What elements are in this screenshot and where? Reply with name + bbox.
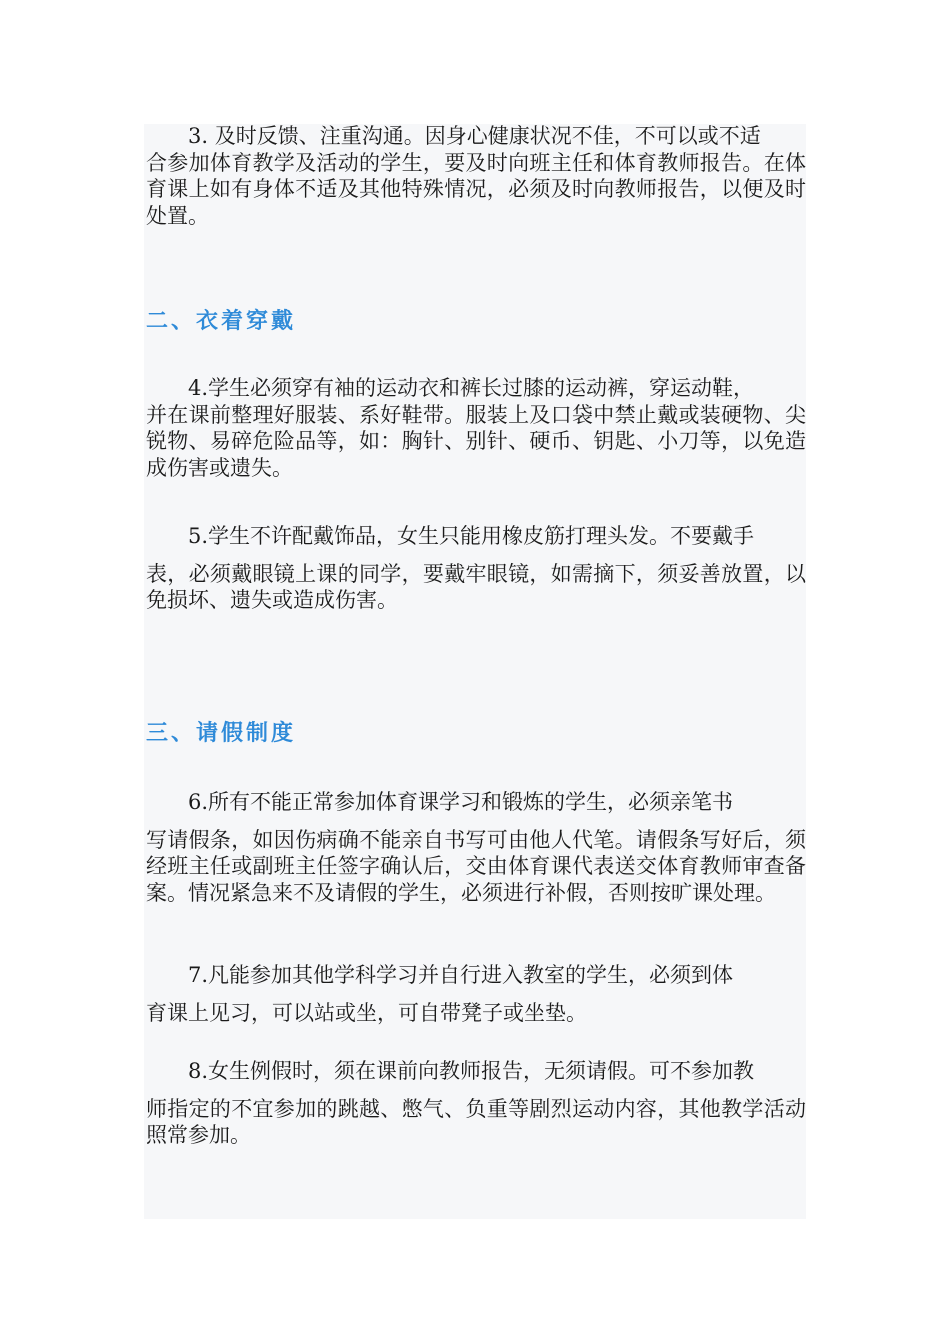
paragraph-4-body: 并在课前整理好服装、系好鞋带。服装上及口袋中禁止戴或装硬物、尖锐物、易碎危险品等，如：胸针、别针、硬币、钥匙、小刀等，以免造成伤害或遗失。 xyxy=(146,402,806,480)
paragraph-4 xyxy=(146,375,806,481)
paragraph-4-first-line: 4.学生必须穿有袖的运动衣和裤长过膝的运动裤，穿运动鞋， xyxy=(188,376,755,400)
paragraph-8-body: 师指定的不宜参加的跳越、憋气、负重等剧烈运动内容，其他教学活动照常参加。 xyxy=(146,1096,806,1147)
paragraph-7-first-line: 7.凡能参加其他学科学习并自行进入教室的学生，必须到体 xyxy=(188,963,734,987)
paragraph-3-body: 合参加体育教学及活动的学生，要及时向班主任和体育教师报告。在体育课上如有身体不适及其他特殊情况，必须及时向教师报告，以便及时处置。 xyxy=(146,150,806,228)
section-heading-clothing: 二、衣着穿戴 xyxy=(146,308,297,334)
paragraph-5 xyxy=(146,523,806,614)
paragraph-8 xyxy=(146,1058,806,1149)
paragraph-6 xyxy=(146,789,806,906)
section-heading-leave: 三、请假制度 xyxy=(146,720,297,746)
paragraph-7 xyxy=(146,962,806,1026)
paragraph-3 xyxy=(146,123,806,229)
paragraph-8-first-line: 8.女生例假时，须在课前向教师报告，无须请假。可不参加教 xyxy=(188,1059,755,1083)
paragraph-3-first-line: 3. 及时反馈、注重沟通。因身心健康状况不佳，不可以或不适 xyxy=(188,124,761,148)
paragraph-6-first-line: 6.所有不能正常参加体育课学习和锻炼的学生，必须亲笔书 xyxy=(188,790,734,814)
paragraph-7-body: 育课上见习，可以站或坐，可自带凳子或坐垫。 xyxy=(146,1000,587,1025)
paragraph-5-first-line: 5.学生不许配戴饰品，女生只能用橡皮筋打理头发。不要戴手 xyxy=(188,524,755,548)
paragraph-6-body: 写请假条，如因伤病确不能亲自书写可由他人代笔。请假条写好后，须经班主任或副班主任签字确认后，交由体育课代表送交体育教师审查备案。情况紧急来不及请假的学生，必须进行补假，否则按旷课处理。 xyxy=(146,827,806,905)
paragraph-5-body: 表，必须戴眼镜上课的同学，要戴牢眼镜，如需摘下，须妥善放置，以免损坏、遗失或造成伤害。 xyxy=(146,561,806,612)
content-panel xyxy=(144,124,806,1219)
